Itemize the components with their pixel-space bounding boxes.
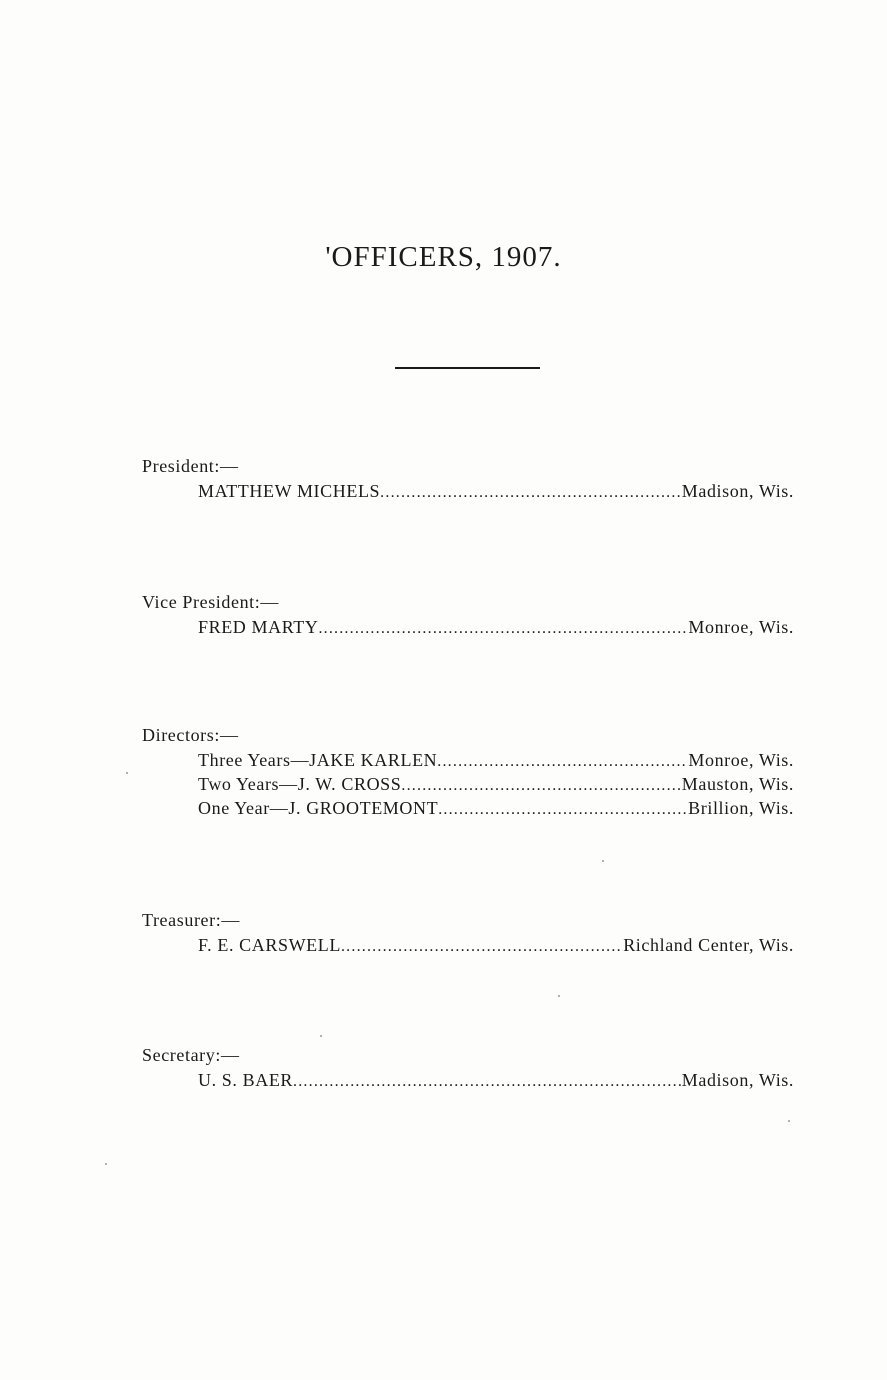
scan-speck [558, 995, 560, 997]
section-heading: Treasurer:— [142, 910, 240, 930]
officer-name: One Year—J. GROOTEMONT [198, 798, 439, 818]
section-heading: President:— [142, 456, 239, 476]
officer-entry [198, 796, 794, 820]
officer-place: Madison, Wis. [681, 1070, 794, 1090]
officer-name: Two Years—J. W. CROSS [198, 774, 402, 794]
dot-leader [341, 935, 623, 959]
officer-name: MATTHEW MICHELS [198, 481, 381, 501]
officer-place: Mauston, Wis. [681, 774, 794, 794]
section-directors [142, 722, 794, 820]
officer-name: Three Years—JAKE KARLEN [198, 750, 438, 770]
officer-entry [198, 479, 794, 503]
section-treasurer [142, 907, 794, 957]
officer-entry [198, 1068, 794, 1092]
officer-entry [198, 933, 794, 957]
dot-leader [318, 617, 688, 641]
officer-name: FRED MARTY [198, 617, 319, 637]
scan-speck [788, 1120, 790, 1122]
section-heading: Vice President:— [142, 592, 279, 612]
officer-place: Richland Center, Wis. [623, 935, 794, 955]
dot-leader [293, 1070, 682, 1094]
dot-leader [401, 774, 681, 798]
scan-speck [105, 1163, 107, 1165]
dot-leader [437, 750, 688, 774]
scan-speck [320, 1035, 322, 1037]
section-president [142, 453, 794, 503]
page-title: 'OFFICERS, 1907. [325, 241, 562, 274]
scan-speck [126, 772, 128, 774]
officer-entry [198, 772, 794, 796]
dot-leader [380, 481, 682, 505]
title-divider [395, 367, 540, 369]
officer-entry [198, 748, 794, 772]
dot-leader [438, 798, 688, 822]
officer-name: F. E. CARSWELL [198, 935, 341, 955]
officer-place: Madison, Wis. [681, 481, 794, 501]
scan-speck [602, 860, 604, 862]
officer-place: Monroe, Wis. [688, 617, 794, 637]
section-secretary [142, 1042, 794, 1092]
officer-place: Brillion, Wis. [688, 798, 794, 818]
section-heading: Directors:— [142, 725, 239, 745]
officer-entry [198, 615, 794, 639]
officer-name: U. S. BAER [198, 1070, 294, 1090]
section-vice-president [142, 589, 794, 639]
officer-place: Monroe, Wis. [688, 750, 794, 770]
section-heading: Secretary:— [142, 1045, 240, 1065]
